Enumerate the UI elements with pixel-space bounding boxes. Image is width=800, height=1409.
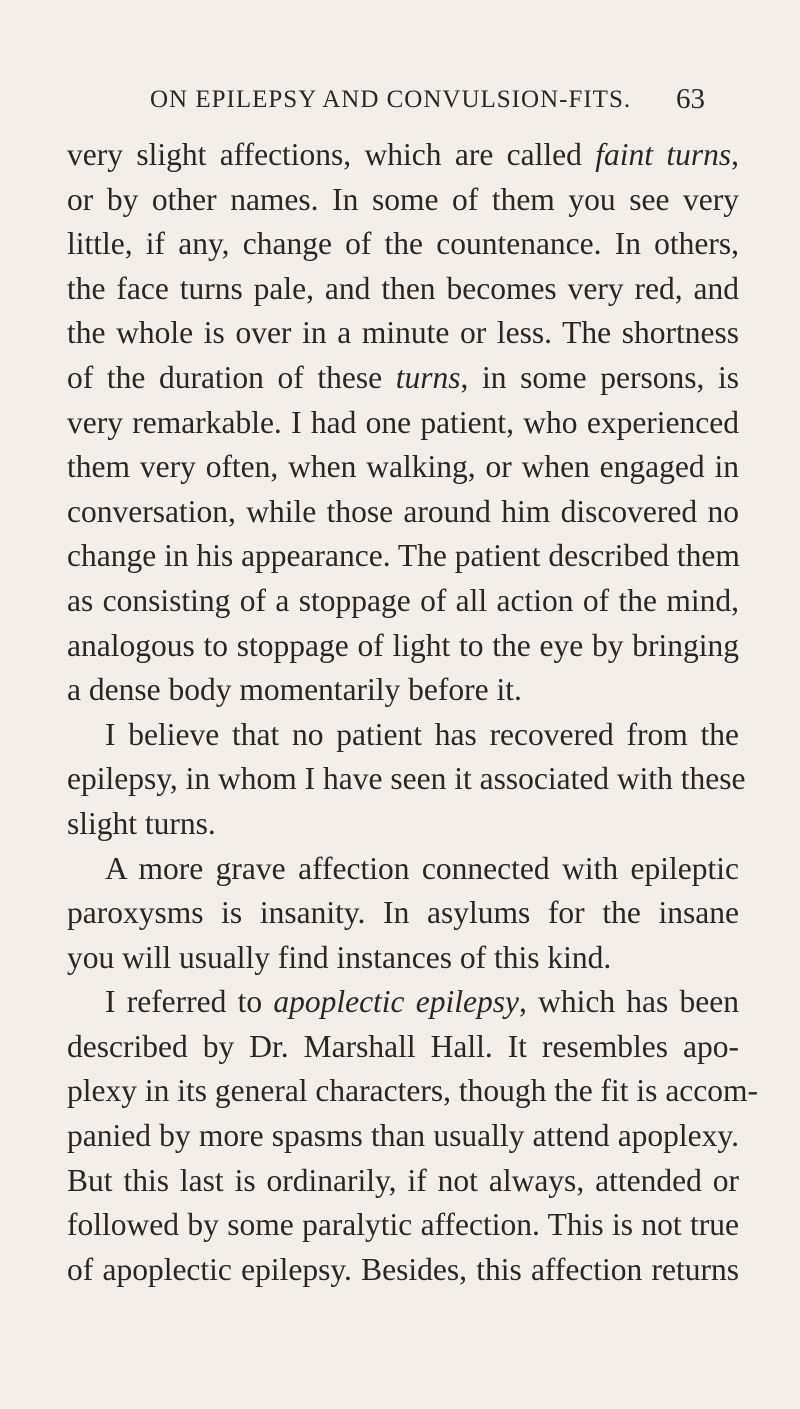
text-line: panied by more spasms than usually attend apoplexy. bbox=[67, 1118, 739, 1154]
text-line: epilepsy, in whom I have seen it associated with these bbox=[67, 761, 746, 797]
text-line: or by other names. In some of them you see very bbox=[67, 181, 739, 217]
text-line: followed by some paralytic affection. This is not true bbox=[67, 1207, 739, 1243]
text-line: change in his appearance. The patient described them bbox=[67, 538, 740, 574]
body-text bbox=[67, 133, 759, 1292]
text-line: little, if any, change of the countenance. In others, bbox=[67, 226, 739, 262]
text-line: paroxysms is insanity. In asylums for the insane bbox=[67, 895, 739, 931]
emphasis-apoplectic-epilepsy: apoplectic epilepsy bbox=[273, 984, 519, 1020]
text-line: analogous to stoppage of light to the eye by bringing bbox=[67, 627, 739, 663]
text-line: of apoplectic epilepsy. Besides, this affection returns bbox=[67, 1251, 739, 1287]
emphasis-faint-turns: faint turns bbox=[595, 137, 732, 172]
text-line: as consisting of a stoppage of all action of the mind, bbox=[67, 582, 739, 618]
running-head-title: ON EPILEPSY AND CONVULSION-FITS. bbox=[150, 86, 632, 113]
text-line: I believe that no patient has recovered from the bbox=[105, 716, 739, 752]
text-line: very remarkable. I had one patient, who experienced bbox=[67, 404, 739, 440]
text-line: very slight affections, which are called faint turns, bbox=[67, 137, 740, 172]
text-line: the face turns pale, and then becomes very red, and bbox=[67, 270, 739, 306]
text-line: A more grave affection connected with epileptic bbox=[105, 850, 739, 886]
text-line: plexy in its general characters, though the fit is accom- bbox=[67, 1073, 759, 1109]
text-line: slight turns. bbox=[67, 805, 216, 841]
text-line: I referred to apoplectic epilepsy, which has been bbox=[105, 984, 739, 1020]
text-line: them very often, when walking, or when engaged in bbox=[67, 449, 739, 485]
text-line: of the duration of these turns, in some persons, is bbox=[67, 359, 739, 395]
text-line: the whole is over in a minute or less. The shortness bbox=[67, 315, 739, 351]
page-number: 63 bbox=[676, 83, 705, 115]
emphasis-turns: turns bbox=[395, 359, 461, 395]
text-line: a dense body momentarily before it. bbox=[67, 672, 522, 708]
running-head bbox=[150, 83, 705, 120]
text-line: But this last is ordinarily, if not always, attended or bbox=[67, 1162, 739, 1198]
text-line: you will usually find instances of this kind. bbox=[67, 939, 612, 975]
text-line: described by Dr. Marshall Hall. It resembles apo- bbox=[67, 1028, 739, 1064]
text-line: conversation, while those around him discovered no bbox=[67, 493, 739, 529]
